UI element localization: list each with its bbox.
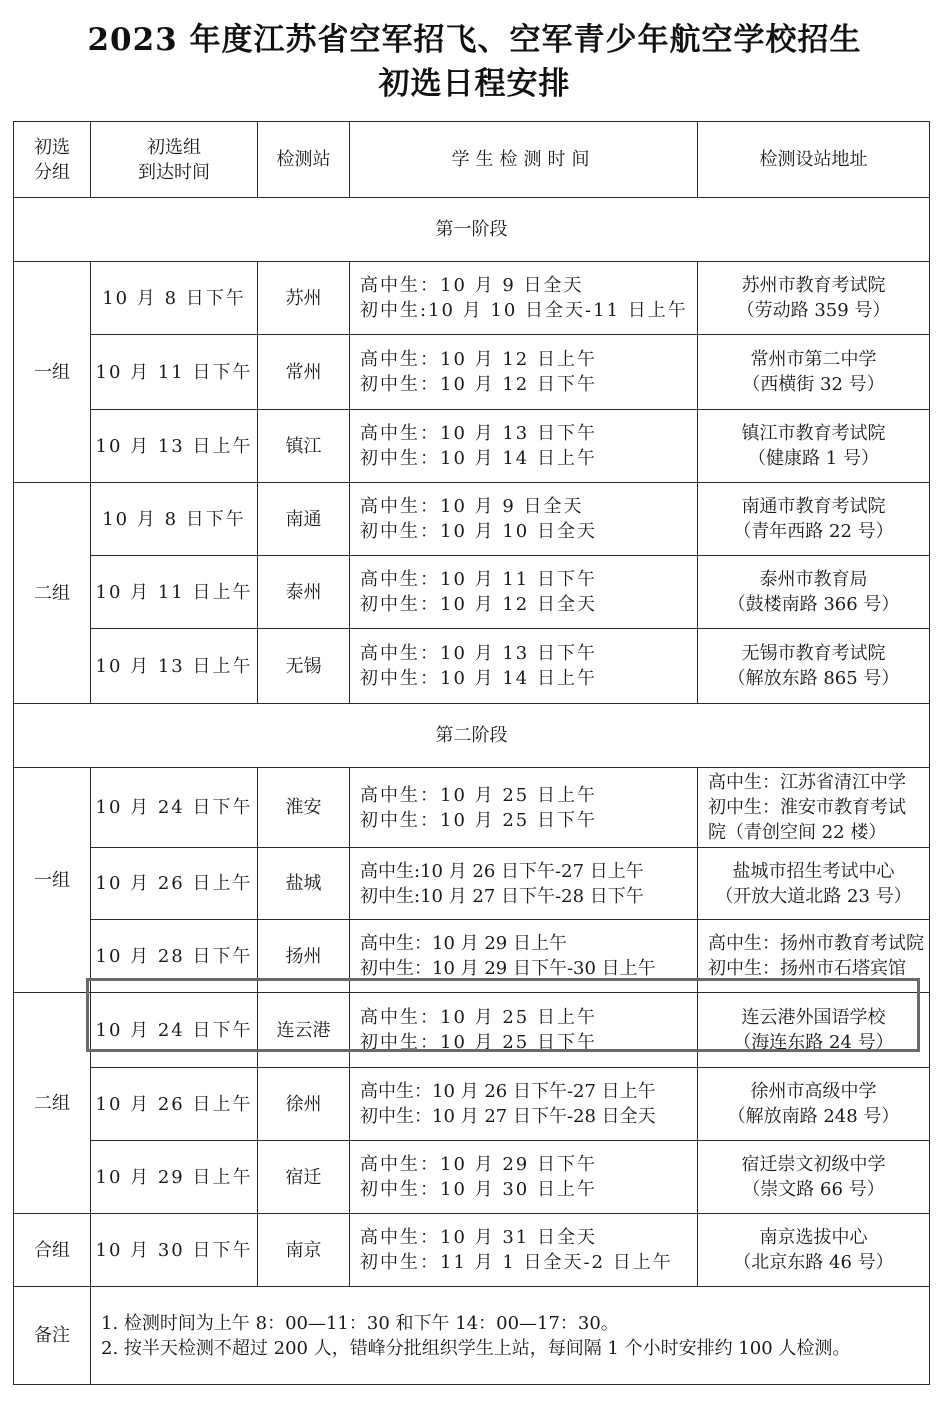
table-row: [14, 335, 930, 410]
address-cell: 宿迁崇文初级中学 （崇文路 66 号）: [698, 1141, 930, 1214]
page-title: 2023 年度江苏省空军招飞、空军青少年航空学校招生: [87, 22, 862, 58]
arrival-cell: 10 月 13 日上午: [91, 629, 258, 704]
table-row: [14, 556, 930, 629]
address-cell: 连云港外国语学校 （海连东路 24 号）: [698, 993, 930, 1068]
phase-2-label: 第二阶段: [14, 704, 930, 768]
station-cell: 南通: [258, 483, 350, 556]
table-row: [14, 629, 930, 704]
table-row: [14, 768, 930, 848]
group-cell: 合组: [14, 1214, 91, 1287]
arrival-cell: 10 月 13 日上午: [91, 410, 258, 483]
address-cell: 南京选拔中心 （北京东路 46 号）: [698, 1214, 930, 1287]
test-time-cell: 高中生：10 月 25 日上午 初中生：10 月 25 日下午: [350, 768, 698, 848]
header-station: 检测站: [258, 122, 350, 198]
test-time-cell: 高中生:10 月 26 日下午-27 日上午 初中生:10 月 27 日下午-28 日下午: [350, 848, 698, 920]
address-cell: 苏州市教育考试院 （劳动路 359 号）: [698, 262, 930, 335]
arrival-cell: 10 月 11 日下午: [91, 335, 258, 410]
station-cell: 连云港: [258, 993, 350, 1068]
table-row: [14, 1141, 930, 1214]
arrival-cell: 10 月 8 日下午: [91, 483, 258, 556]
table-row: [14, 920, 930, 993]
table-row: [14, 993, 930, 1068]
table-row: [14, 483, 930, 556]
address-cell: 泰州市教育局 （鼓楼南路 366 号）: [698, 556, 930, 629]
address-cell: 镇江市教育考试院 （健康路 1 号）: [698, 410, 930, 483]
test-time-cell: 高中生：10 月 26 日下午-27 日上午 初中生：10 月 27 日下午-28 日全天: [350, 1068, 698, 1141]
station-cell: 徐州: [258, 1068, 350, 1141]
arrival-cell: 10 月 24 日下午: [91, 768, 258, 848]
table-row: [14, 1214, 930, 1287]
group-cell: 二组: [14, 993, 91, 1214]
station-cell: 淮安: [258, 768, 350, 848]
test-time-cell: 高中生：10 月 29 日下午 初中生：10 月 30 日上午: [350, 1141, 698, 1214]
schedule-table: [13, 121, 930, 1385]
station-cell: 南京: [258, 1214, 350, 1287]
station-cell: 苏州: [258, 262, 350, 335]
header-address: 检测设站地址: [698, 122, 930, 198]
notes-label: 备注: [14, 1287, 91, 1385]
group-cell: 一组: [14, 768, 91, 993]
station-cell: 扬州: [258, 920, 350, 993]
station-cell: 无锡: [258, 629, 350, 704]
phase-1-label: 第一阶段: [14, 198, 930, 262]
header-row: [14, 122, 930, 198]
arrival-cell: 10 月 29 日上午: [91, 1141, 258, 1214]
test-time-cell: 高中生：10 月 13 日下午 初中生：10 月 14 日上午: [350, 410, 698, 483]
test-time-cell: 高中生：10 月 9 日全天 初中生:10 月 10 日全天-11 日上午: [350, 262, 698, 335]
table-row: [14, 410, 930, 483]
address-cell: 盐城市招生考试中心 （开放大道北路 23 号）: [698, 848, 930, 920]
address-cell: 徐州市高级中学 （解放南路 248 号）: [698, 1068, 930, 1141]
arrival-cell: 10 月 24 日下午: [91, 993, 258, 1068]
note-2: 2. 按半天检测不超过 200 人，错峰分批组织学生上站，每间隔 1 个小时安排约 100 人检测。: [101, 1337, 851, 1359]
test-time-cell: 高中生：10 月 11 日下午 初中生：10 月 12 日全天: [350, 556, 698, 629]
test-time-cell: 高中生：10 月 25 日上午 初中生：10 月 25 日下午: [350, 993, 698, 1068]
header-group: 初选 分组: [14, 122, 91, 198]
station-cell: 镇江: [258, 410, 350, 483]
arrival-cell: 10 月 30 日下午: [91, 1214, 258, 1287]
test-time-cell: 高中生：10 月 12 日上午 初中生：10 月 12 日下午: [350, 335, 698, 410]
arrival-cell: 10 月 11 日上午: [91, 556, 258, 629]
table-row: [14, 1068, 930, 1141]
station-cell: 泰州: [258, 556, 350, 629]
address-cell: 常州市第二中学 （西横街 32 号）: [698, 335, 930, 410]
test-time-cell: 高中生：10 月 29 日上午 初中生：10 月 29 日下午-30 日上午: [350, 920, 698, 993]
address-cell: 无锡市教育考试院 （解放东路 865 号）: [698, 629, 930, 704]
phase-row: [14, 704, 930, 768]
test-time-cell: 高中生：10 月 13 日下午 初中生：10 月 14 日上午: [350, 629, 698, 704]
phase-row: [14, 198, 930, 262]
test-time-cell: 高中生：10 月 31 日全天 初中生：11 月 1 日全天-2 日上午: [350, 1214, 698, 1287]
group-cell: 二组: [14, 483, 91, 704]
station-cell: 盐城: [258, 848, 350, 920]
test-time-cell: 高中生：10 月 9 日全天 初中生：10 月 10 日全天: [350, 483, 698, 556]
table-row: [14, 262, 930, 335]
arrival-cell: 10 月 28 日下午: [91, 920, 258, 993]
arrival-cell: 10 月 26 日上午: [91, 848, 258, 920]
table-row: [14, 848, 930, 920]
address-cell: 高中生：江苏省清江中学 初中生：淮安市教育考试 院（青创空间 22 楼）: [698, 768, 930, 848]
station-cell: 宿迁: [258, 1141, 350, 1214]
address-cell: 高中生：扬州市教育考试院 初中生：扬州市石塔宾馆: [698, 920, 930, 993]
station-cell: 常州: [258, 335, 350, 410]
header-test-time: 学生检测时间: [350, 122, 698, 198]
arrival-cell: 10 月 8 日下午: [91, 262, 258, 335]
note-1: 1. 检测时间为上午 8：00—11：30 和下午 14：00—17：30。: [101, 1312, 619, 1334]
notes-content: [91, 1287, 930, 1385]
page-subtitle: 初选日程安排: [378, 66, 571, 102]
arrival-cell: 10 月 26 日上午: [91, 1068, 258, 1141]
notes-row: [14, 1287, 930, 1385]
header-arrival: 初选组 到达时间: [91, 122, 258, 198]
address-cell: 南通市教育考试院 （青年西路 22 号）: [698, 483, 930, 556]
group-cell: 一组: [14, 262, 91, 483]
